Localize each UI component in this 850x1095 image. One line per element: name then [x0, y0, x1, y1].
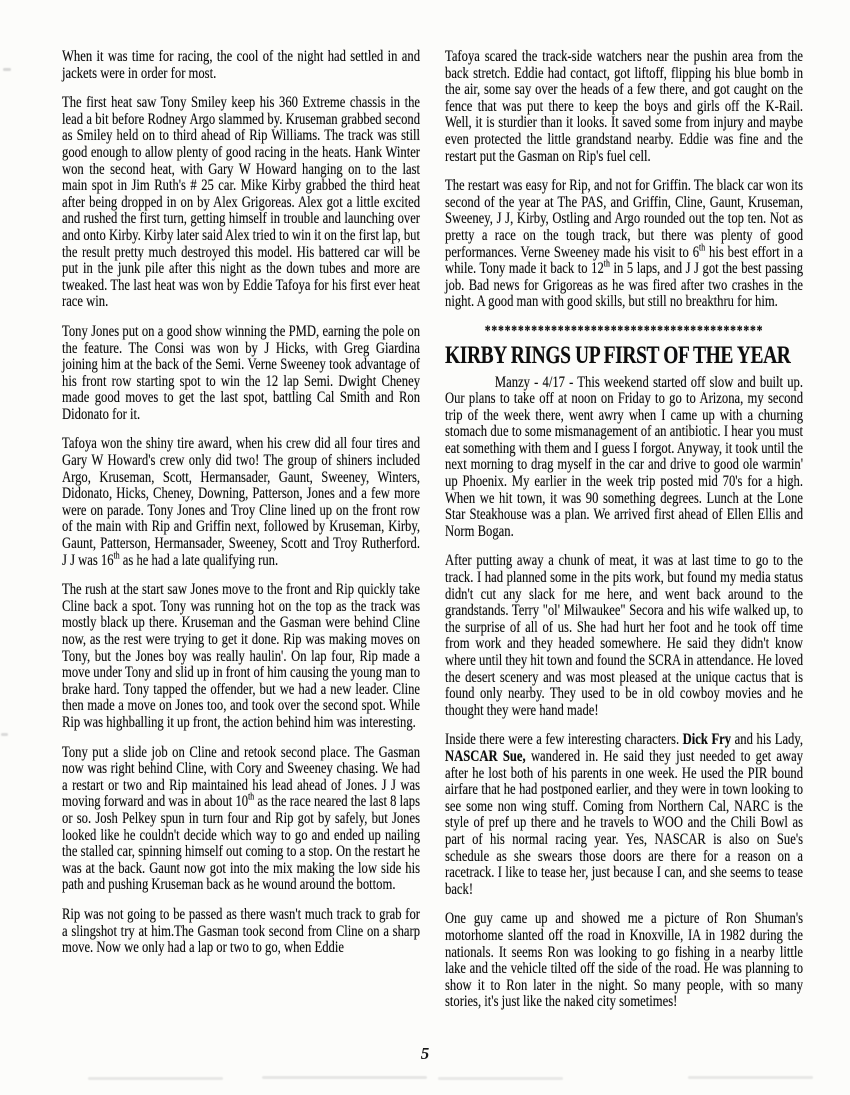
superscript: th — [248, 791, 255, 803]
text-run: Tony Jones put on a good show winning the PMD, earning the pole on the feature. The Consi was won by J Hicks, with Greg Giardina joining him at the back of the Semi. Verne Sweeney took advantage of his front row starting spot to win the 12 lap Semi. Dwight Cheney made good moves to get the last spot, battling Cal Smith and Ron Didonato for it. — [62, 321, 421, 423]
scan-artifact — [1, 733, 8, 736]
text-run: The rush at the start saw Jones move to the front and Rip quickly take Cline back a spot. Tony was running hot on the top as the track was mostly black up there. Kruseman and the Gasman were behind Cline now, as the rest were trying to get it done. Rip was making moves on Tony, but the Jones boy was really haulin'. On lap four, Rip made a move under Tony and slid up in front of him causing the young man to brake hard. Tony tapped the offender, but we had a new leader. Cline then made a move on Jones too, and took over the second spot. While Rip was highballing it up front, the action behind him was interesting. — [62, 580, 421, 731]
paragraph — [62, 323, 420, 423]
text-run: The first heat saw Tony Smiley keep his 360 Extreme chassis in the lead a bit before Rodney Argo slammed by. Kruseman grabbed second as Smiley held on to third ahead of Rip Williams. The track was still good enough to allow plenty of good racing in the heats. Hank Winter won the second heat, with Gary W Howard hanging on to the last main spot in Jim Ruth's # 25 car. Mike Kirby grabbed the third heat after being dropped in on by Alex Grigoreas. Alex got a little excited and rushed the first turn, getting himself in trouble and launching over and onto Kirby. Kirby later said Alex tried to win it on the first lap, but the result pretty much destroyed this model. His battered car will be put in the junk pile after this night as the down tubes and more are tweaked. The last heat was won by Eddie Tafoya for his first ever heat race win. — [62, 93, 421, 311]
scan-artifact — [438, 1077, 563, 1080]
paragraph — [445, 731, 803, 897]
text-run: as the race neared the last 8 laps or so. Josh Pelkey spun in turn four and Rip got by safely, but Jones looked like he couldn't decide which way to go and ended up nailing the stalled car, spinning himself out coming to a stop. On the restart he was at the back. Gaunt now got into the mix making the low side his path and pushing Kruseman back as he wound around the bottom. — [62, 792, 421, 894]
text-run: wandered in. He said they just needed to get away after he lost both of his parents in one week. He used the PIR bound airfare that he had postponed earlier, and they were in town looking to see some non wing stuff. Coming from Northern Cal, NARC is the style of pref up there and he travels to WOO and the Chili Bowl as part of his normal racing year. Yes, NASCAR is also on Sue's schedule as she swears those doors are there for a reason on a racetrack. I like to tease her, just because I can, and she seems to tease back! — [445, 746, 804, 898]
right-column — [445, 48, 803, 1023]
paragraph — [445, 48, 803, 164]
left-column — [62, 48, 420, 969]
superscript: th — [603, 258, 610, 270]
text-run: The restart was easy for Rip, and not for Griffin. The black car won its second of the year at The PAS, and Griffin, Cline, Gaunt, Kruseman, Sweeney, J J, Kirby, Ostling and Argo rounded out the top ten. Not as pretty a race on the tough track, but there was plenty of good performances. Verne Sweeney made his visit to 6 — [445, 176, 804, 261]
stars-divider: ****************************************** — [484, 322, 764, 339]
paragraph — [62, 906, 420, 956]
paragraph — [62, 581, 420, 730]
text-run: as he had a late qualifying run. — [119, 550, 279, 569]
text-run: When it was time for racing, the cool of the night had settled in and jackets were in order for most. — [62, 47, 421, 82]
text-run: Rip was not going to be passed as there wasn't much track to grab for a slingshot try at him.The Gasman took second from Cline on a sharp move. Now we only had a lap or two to go, when Eddie — [62, 904, 421, 957]
text-run: his best effort in a while. Tony made it back to 12 — [445, 242, 804, 278]
text-run: After putting away a chunk of meat, it was at last time to go to the track. I had planned some in the pits work, but found my media status didn't cut any slack for me here, and went back around to the grandstands. Terry "ol' Milwaukee" Secora and his wife walked up, to the surprise of all of us. She had hurt her foot and he took off time from work and they headed somewhere. He said they didn't know where until they hit town and found the SCRA in attendance. He loved the desert scenery and was most pleased at the unique cactus that is found only nearby. They used to be in old cowboy movies and he thought they were hand made! — [445, 551, 804, 719]
paragraph — [445, 552, 803, 718]
paragraph — [62, 94, 420, 310]
text-run: Tafoya won the shiny tire award, when his crew did all four tires and Gary W Howard's crew only did two! The group of shiners included Argo, Kruseman, Scott, Hermansader, Gaunt, Sweeney, Winters, Didonato, Hicks, Cheney, Downing, Patterson, Jones and a few more were on parade. Tony Jones and Troy Cline lined up on the front row of the main with Rip and Griffin next, followed by Kruseman, Kirby, Gaunt, Patterson, Hermansader, Sweeney, Scott and Troy Rutherford. J J was 16 — [62, 434, 421, 569]
text-run: Inside there were a few interesting characters. — [445, 730, 683, 749]
bold-text: NASCAR Sue, — [445, 746, 526, 765]
bold-text: Dick Fry — [682, 730, 732, 749]
text-run: and his Lady, — [731, 730, 804, 749]
paragraph — [62, 48, 420, 81]
page-number: 5 — [420, 1044, 430, 1063]
text-run: One guy came up and showed me a picture of Ron Shuman's motorhome slanted off the road in Knoxville, IA in 1982 during the nationals. It seems Ron was looking to go fishing in a nearby little lake and the vehicle tilted off the side of the road. He was planning to show it to Ron later in the night. So many people, with so many stories, it's just like the naked city sometimes! — [445, 909, 804, 1011]
text-run: Tafoya scared the track-side watchers near the pushin area from the back stretch. Eddie had contact, got liftoff, flipping his blue bomb in the air, some say over the heads of a few there, and got caught on the fence that was put there to keep the boys and girls off the K-Rail. Well, it is sturdier than it looks. It saved some from injury and maybe even protected the little grandstand nearby. Eddie was fine and the restart put the Gasman on Rip's fuel cell. — [445, 47, 804, 165]
scan-artifact — [3, 68, 11, 71]
paragraph — [62, 435, 420, 568]
paragraph — [445, 910, 803, 1010]
paragraph — [445, 177, 803, 310]
article-heading — [445, 341, 803, 371]
paragraph — [445, 374, 803, 540]
paragraph — [62, 744, 420, 893]
scan-artifact — [88, 1077, 223, 1080]
article-heading-text: KIRBY RINGS UP FIRST OF THE YEAR — [445, 341, 791, 369]
superscript: th — [699, 242, 706, 254]
superscript: th — [113, 550, 120, 562]
text-run: Manzy - 4/17 - This weekend started off slow and built up. Our plans to take off at noon on Friday to go to Arizona, my second trip of the week there, went awry when I came up with a churning stomach due to some mismanagement of an antibiotic. I hear you must eat something with them and I guess I forgot. Anyway, it took until the next morning to drag myself in the car and drive to good ole warmin' up Phoenix. My earlier in the week trip posted mid 70's for a high. When we hit town, it was 90 something degrees. Lunch at the Lone Star Steakhouse was a plan. We arrived first ahead of Ellen Ellis and Norm Bogan. — [445, 372, 804, 540]
scan-artifact — [688, 1076, 813, 1079]
text-run: in 5 laps, and J J got the best passing job. Bad news for Grigoreas as he was fired after two crashes in the night. A good man with good skills, but still no breakthru for him. — [445, 259, 804, 311]
scan-artifact — [262, 1076, 427, 1079]
text-run: Tony put a slide job on Cline and retook second place. The Gasman now was right behind Cline, with Cory and Sweeney chasing. We had a restart or two and Rip maintained his lead ahead of Jones. J J was moving forward and was in about 10 — [62, 742, 421, 811]
